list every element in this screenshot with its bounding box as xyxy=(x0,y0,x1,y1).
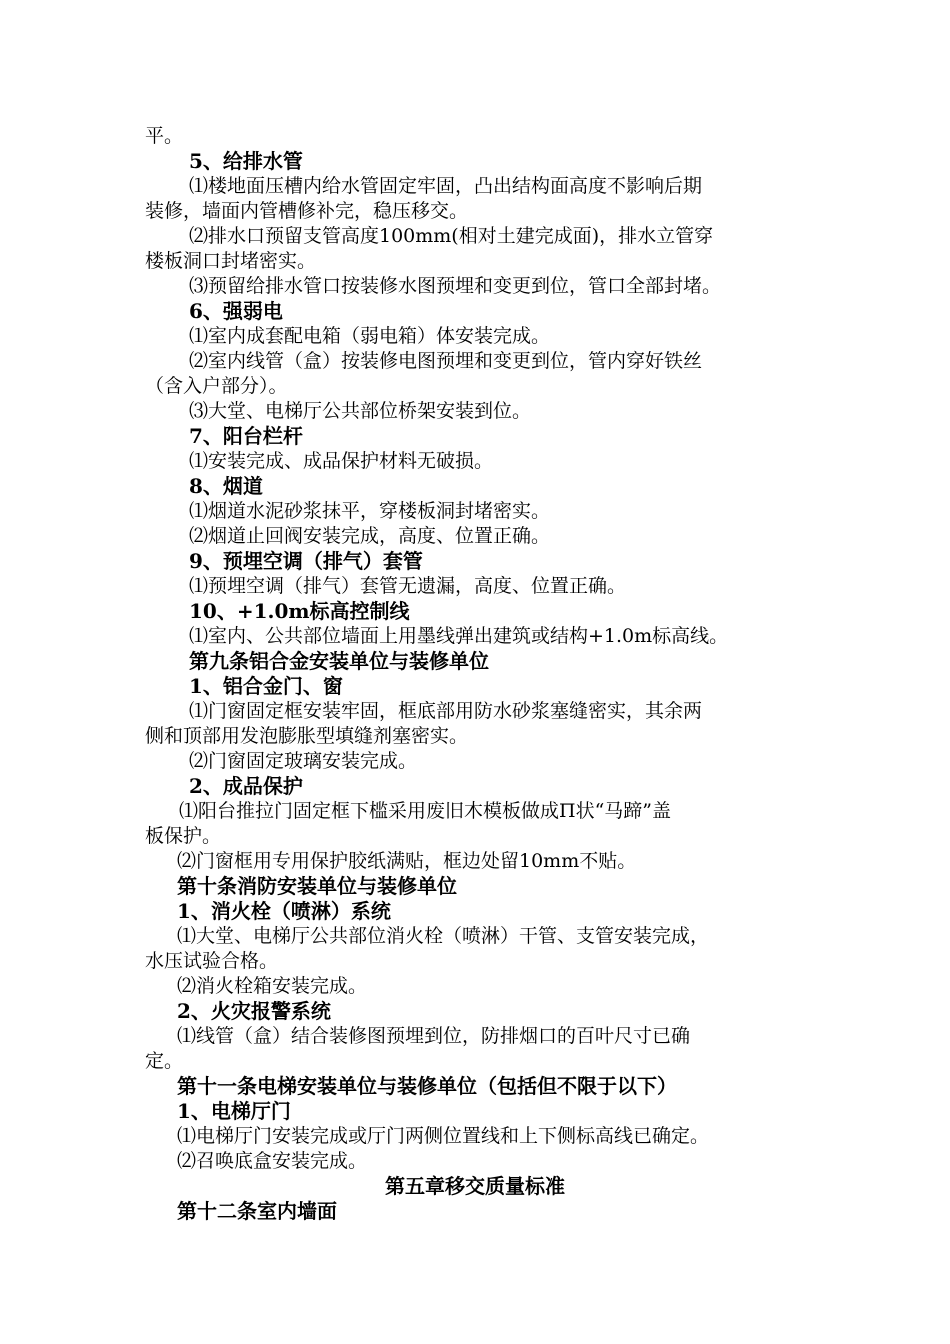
text-line: ⑵排水口预留支管高度100mm(相对土建完成面)，排水立管穿 xyxy=(189,225,714,247)
text-line: ⑵门窗固定玻璃安装完成。 xyxy=(189,750,418,772)
text-line: ⑵召唤底盒安装完成。 xyxy=(177,1150,368,1172)
section-heading: 2、成品保护 xyxy=(189,774,303,798)
section-heading: 8、烟道 xyxy=(189,474,263,498)
article-heading: 第十二条室内墙面 xyxy=(177,1199,337,1223)
article-heading: 第十条消防安装单位与装修单位 xyxy=(177,874,457,898)
text-line: （含入户部分）。 xyxy=(145,375,288,397)
text-line: ⑴室内、公共部位墙面上用墨线弹出建筑或结构+1.0m标高线。 xyxy=(189,625,729,647)
text-line: ⑶预留给排水管口按装修水图预埋和变更到位，管口全部封堵。 xyxy=(189,275,722,297)
section-heading: 5、给排水管 xyxy=(189,149,303,173)
text-line: ⑴预埋空调（排气）套管无遗漏，高度、位置正确。 xyxy=(189,575,627,597)
text-line: 侧和顶部用发泡膨胀型填缝剂塞密实。 xyxy=(145,725,469,747)
text-line: 水压试验合格。 xyxy=(145,950,279,972)
article-heading: 第九条铝合金安装单位与装修单位 xyxy=(189,649,489,673)
text-line: ⑴大堂、电梯厅公共部位消火栓（喷淋）干管、支管安装完成， xyxy=(177,925,710,947)
text-line: ⑴室内成套配电箱（弱电箱）体安装完成。 xyxy=(189,325,551,347)
text-line: ⑴阳台推拉门固定框下槛采用废旧木模板做成Π状“马蹄”盖 xyxy=(179,800,671,822)
text-line: ⑴线管（盒）结合装修图预埋到位，防排烟口的百叶尺寸已确 xyxy=(177,1025,691,1047)
section-heading: 1、电梯厅门 xyxy=(177,1099,291,1123)
text-line: ⑴楼地面压槽内给水管固定牢固，凸出结构面高度不影响后期 xyxy=(189,175,703,197)
text-line: ⑵室内线管（盒）按装修电图预埋和变更到位，管内穿好铁丝 xyxy=(189,350,703,372)
section-heading: 6、强弱电 xyxy=(189,299,283,323)
text-line: ⑶大堂、电梯厅公共部位桥架安装到位。 xyxy=(189,400,532,422)
section-heading: 10、+1.0m标高控制线 xyxy=(189,599,410,623)
text-line: ⑵烟道止回阀安装完成，高度、位置正确。 xyxy=(189,525,551,547)
text-line: 平。 xyxy=(145,125,184,147)
text-line: ⑴安装完成、成品保护材料无破损。 xyxy=(189,450,494,472)
chapter-heading: 第五章移交质量标准 xyxy=(385,1174,565,1198)
text-line: ⑴门窗固定框安装牢固，框底部用防水砂浆塞缝密实，其余两 xyxy=(189,700,703,722)
section-heading: 2、火灾报警系统 xyxy=(177,999,331,1023)
text-line: ⑴烟道水泥砂浆抹平，穿楼板洞封堵密实。 xyxy=(189,500,551,522)
section-heading: 1、消火栓（喷淋）系统 xyxy=(177,899,391,923)
text-line: 楼板洞口封堵密实。 xyxy=(145,250,317,272)
text-line: ⑴电梯厅门安装完成或厅门两侧位置线和上下侧标高线已确定。 xyxy=(177,1125,710,1147)
text-line: ⑵消火栓箱安装完成。 xyxy=(177,975,368,997)
section-heading: 7、阳台栏杆 xyxy=(189,424,303,448)
text-line: 定。 xyxy=(145,1050,184,1072)
article-heading: 第十一条电梯安装单位与装修单位（包括但不限于以下） xyxy=(177,1074,677,1098)
section-heading: 9、预埋空调（排气）套管 xyxy=(189,549,423,573)
text-line: 板保护。 xyxy=(145,825,222,847)
text-line: 装修，墙面内管槽修补完，稳压移交。 xyxy=(145,200,469,222)
section-heading: 1、铝合金门、窗 xyxy=(189,674,343,698)
text-line: ⑵门窗框用专用保护胶纸满贴，框边处留10mm不贴。 xyxy=(177,850,637,872)
